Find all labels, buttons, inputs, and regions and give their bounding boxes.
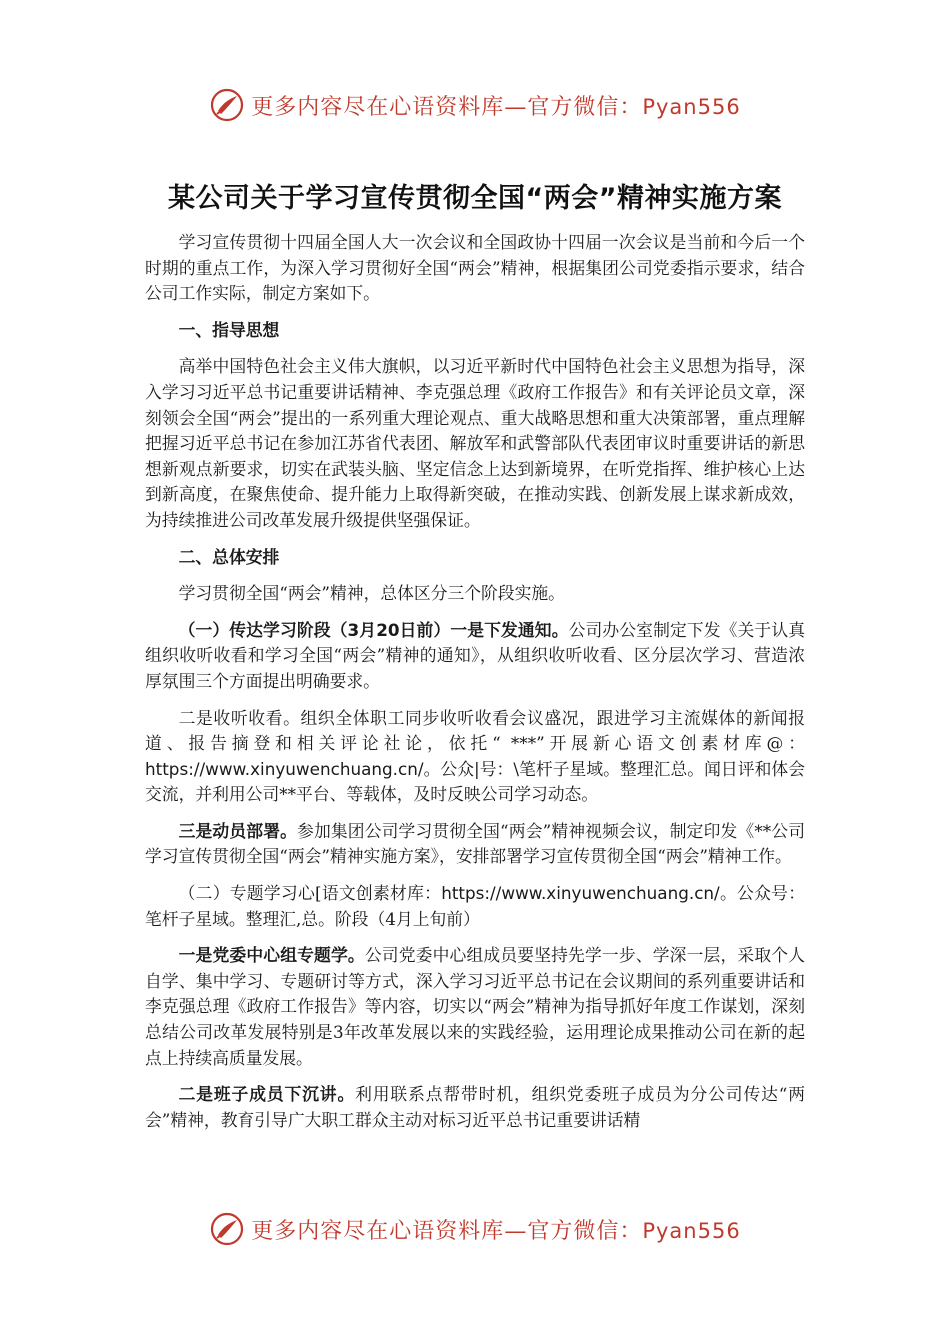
listen-url: https://www.xinyuwenchuang.cn/ [145,758,424,779]
watermark-wechat-id: Pyan556 [642,94,741,119]
central-group-paragraph [145,943,805,1071]
section-heading-overall: 二、总体安排 [178,546,280,567]
stage1-paragraph [145,618,805,695]
watermark-text [251,90,740,121]
stage2-text-b: 。公众号：笔杆子星域。整理汇,总。阶段（4月上旬前） [145,883,805,929]
mobilize-text: 参加集团公司学习贯彻全国“两会”精神视频会议，制定印发《**公司学习宣传贯彻全国“两会”精神实施方案》，安排部署学习宣传贯彻全国“两会”精神工作。 [145,820,805,867]
watermark-wechat-id: Pyan556 [642,1218,741,1243]
team-members-text: 利用联系点帮带时机，组织党委班子成员为分公司传达“两会”精神，教育引导广大职工群众主动对标习近平总书记重要讲话精 [145,1084,805,1130]
stage1-bold: （一）传达学习阶段（3月20日前）一是下发通知。 [178,619,569,640]
document-title: 某公司关于学习宣传贯彻全国“两会”精神实施方案 [168,183,782,214]
overall-paragraph: 学习贯彻全国“两会”精神，总体区分三个阶段实施。 [178,583,565,604]
watermark-banner-top [0,82,950,128]
mobilize-bold: 三是动员部署。 [178,820,298,841]
team-members-bold: 二是班子成员下沉讲。 [178,1084,356,1105]
listen-paragraph [145,706,805,808]
stage1-text: 公司办公室制定下发《关于认真组织收听收看和学习全国“两会”精神的通知》，从组织收听收看、区分层次学习、营造浓厚氛围三个方面提出明确要求。 [145,619,805,691]
watermark-dash: — [504,1218,528,1244]
section-heading-guiding: 一、指导思想 [178,319,280,340]
watermark-site-text: 更多内容尽在心语资料库 [251,94,505,120]
watermark-site-text: 更多内容尽在心语资料库 [251,1218,505,1244]
stage2-text-a: （二）专题学习心[语文创素材库： [178,883,442,904]
stage2-url: https://www.xinyuwenchuang.cn/ [441,883,720,904]
document-body [145,230,805,1144]
watermark-dash: — [504,94,528,120]
central-group-bold: 一是党委中心组专题学。 [178,945,365,966]
mobilize-paragraph [145,819,805,870]
brush-logo-icon [209,1211,245,1247]
stage2-paragraph [145,881,805,932]
listen-text-b: 。公众|号：\笔杆子星域。整理汇总。闻日评和体会交流，并利用公司**平台、等载体，及时反映公司学习动态。 [145,758,805,805]
watermark-wechat-label: 官方微信： [527,1218,643,1244]
brush-logo-icon [209,87,245,123]
listen-text-a: 二是收听收看。组织全体职工同步收听收看会议盛况，跟进学习主流媒体的新闻报道、报告摘登和相关评论社论，依托“ ***”开展新心语文创素材库@： [145,707,805,754]
central-group-text: 公司党委中心组成员要坚持先学一步、学深一层，采取个人自学、集中学习、专题研讨等方式，深入学习习近平总书记在会议期间的系列重要讲话和李克强总理《政府工作报告》等内容，切实以“两会”精神为指导抓好年度工作谋划，深刻总结公司改革发展特别是3年改革发展以来的实践经验，运用理论成果推动公司在新的起点上持续高质量发展。 [145,945,805,1068]
intro-paragraph: 学习宣传贯彻十四届全国人大一次会议和全国政协十四届一次会议是当前和今后一个时期的重点工作，为深入学习贯彻好全国“两会”精神，根据集团公司党委指示要求，结合公司工作实际，制定方案如下。 [145,232,805,304]
guiding-paragraph: 高举中国特色社会主义伟大旗帜，以习近平新时代中国特色社会主义思想为指导，深入学习习近平总书记重要讲话精神、李克强总理《政府工作报告》和有关评论员文章，深刻领会全国“两会”提出的一系列重大理论观点、重大战略思想和重大决策部署，重点理解把握习近平总书记在参加江苏省代表团、解放军和武警部队代表团审议时重要讲话的新思想新观点新要求，切实在武装头脑、坚定信念上达到新境界，在听党指挥、维护核心上达到新高度，在聚焦使命、提升能力上取得新突破，在推动实践、创新发展上谋求新成效，为持续推进公司改革发展升级提供坚强保证。 [145,356,805,530]
watermark-text [251,1214,740,1245]
watermark-banner-bottom [0,1206,950,1252]
watermark-wechat-label: 官方微信： [527,94,643,120]
team-members-paragraph [145,1082,805,1133]
